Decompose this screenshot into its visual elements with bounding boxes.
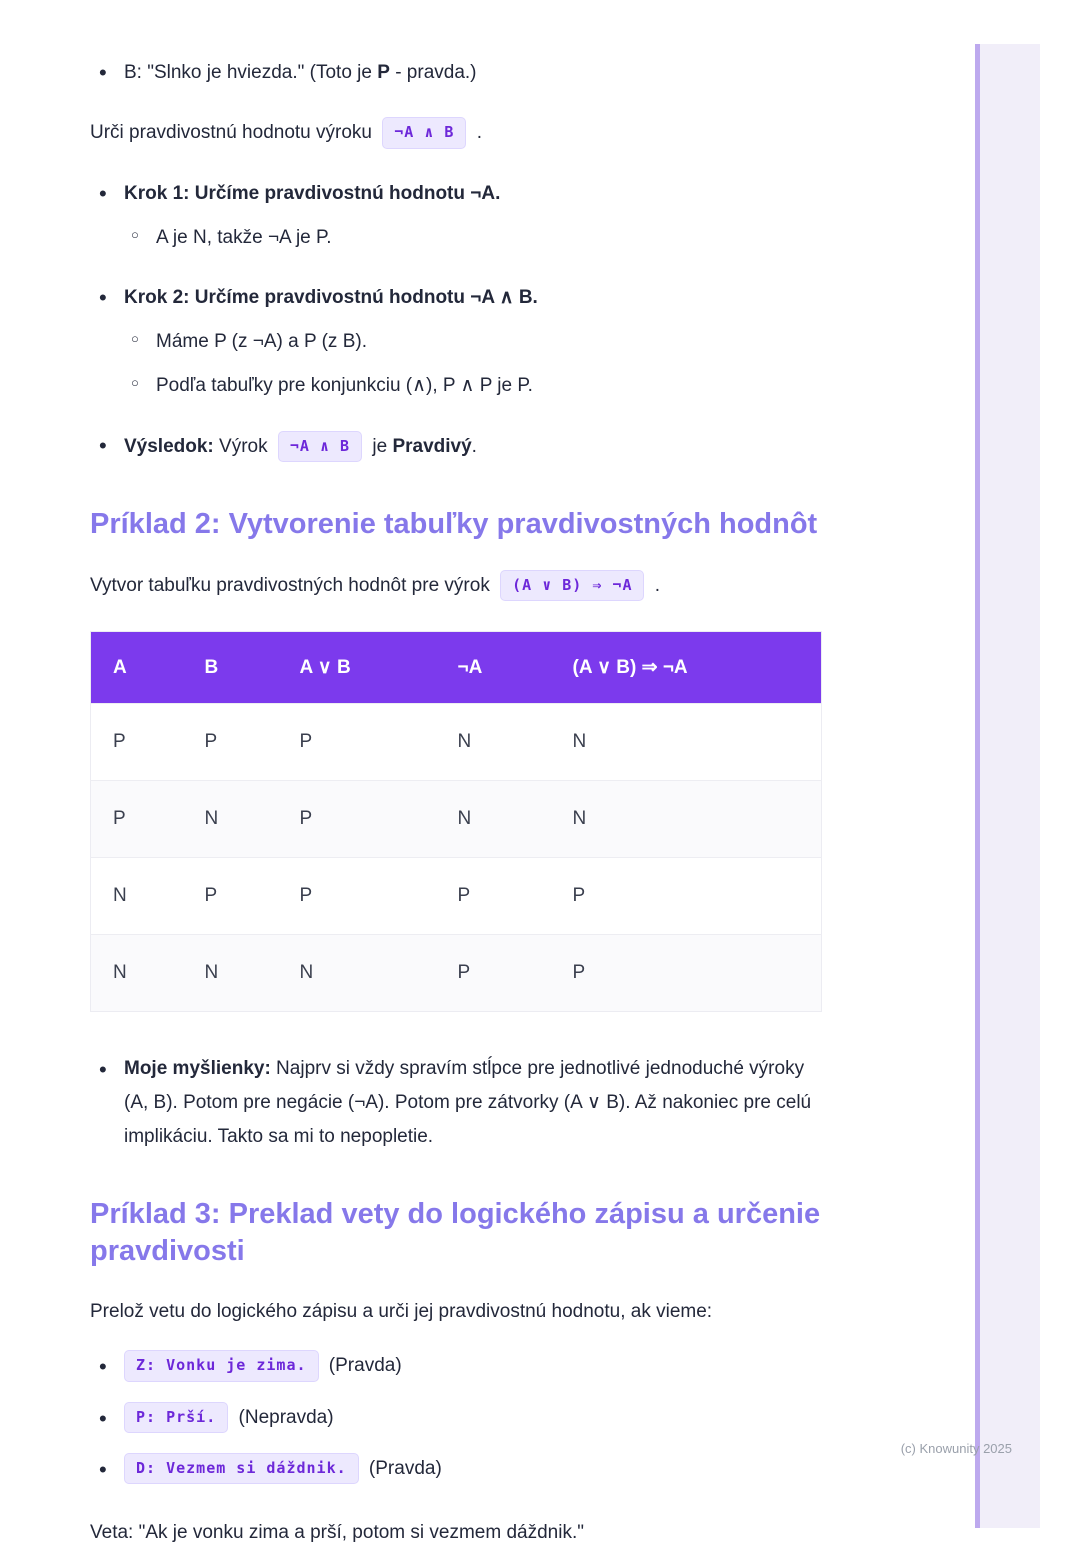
thoughts-label: Moje myšlienky: xyxy=(124,1058,271,1080)
table-cell: N xyxy=(278,935,436,1012)
table-cell: N xyxy=(91,935,183,1012)
truth-table-header-a: A xyxy=(91,632,183,704)
example2-heading: Príklad 2: Vytvorenie tabuľky pravdivostných hodnôt xyxy=(90,508,818,541)
table-cell: P xyxy=(278,858,436,935)
krok2-title: Krok 2: Určíme pravdivostnú hodnotu ¬A ∧ B. xyxy=(124,286,538,308)
inline-code-not-a-and-b: ¬A ∧ B xyxy=(382,117,466,148)
table-cell: P xyxy=(183,704,278,781)
premise-d-value: (Pravda) xyxy=(363,1457,442,1479)
inline-code-not-a-and-b-result: ¬A ∧ B xyxy=(278,431,362,462)
task2-paragraph xyxy=(90,570,832,601)
truth-table-header-a-or-b: A ∨ B xyxy=(278,632,436,704)
premise-z-value: (Pravda) xyxy=(323,1355,402,1377)
table-cell: P xyxy=(278,704,436,781)
table-cell: N xyxy=(436,781,551,858)
krok2-sub1-text: Máme P (z ¬A) a P (z B). xyxy=(156,331,367,352)
table-row xyxy=(91,858,822,935)
result-pre: Výrok xyxy=(213,435,273,457)
example3-heading: Príklad 3: Preklad vety do logického zápisu a určenie pravdivosti xyxy=(90,1197,821,1268)
table-cell: P xyxy=(91,704,183,781)
table-cell: P xyxy=(278,781,436,858)
table-cell: P xyxy=(436,858,551,935)
page-edge-divider xyxy=(975,44,980,1528)
inline-code-a-or-b-implies-not-a: (A ∨ B) ⇒ ¬A xyxy=(500,570,644,601)
table-cell: P xyxy=(91,781,183,858)
task2-pre: Vytvor tabuľku pravdivostných hodnôt pre výrok xyxy=(90,574,496,596)
table-cell: N xyxy=(436,704,551,781)
result-item xyxy=(90,431,832,462)
table-cell: N xyxy=(551,781,822,858)
document-content xyxy=(90,50,832,1548)
truth-table-header-implication: (A ∨ B) ⇒ ¬A xyxy=(551,632,822,704)
krok1-title: Krok 1: Určíme pravdivostnú hodnotu ¬A. xyxy=(124,182,501,204)
table-cell: N xyxy=(183,781,278,858)
table-row xyxy=(91,935,822,1012)
table-cell: P xyxy=(551,858,822,935)
krok2-sub2-text: Podľa tabuľky pre konjunkciu (∧), P ∧ P je P. xyxy=(156,375,533,397)
task1-post: . xyxy=(471,122,483,144)
truth-table-header-not-a: ¬A xyxy=(436,632,551,704)
result-post: . xyxy=(471,435,477,457)
task1-pre: Urči pravdivostnú hodnotu výroku xyxy=(90,122,378,144)
premise-d-item xyxy=(90,1453,832,1484)
task2-post: . xyxy=(649,574,661,596)
krok1-item xyxy=(90,179,832,208)
task1-paragraph xyxy=(90,117,832,148)
krok1-sub1-text: A je N, takže ¬A je P. xyxy=(156,227,332,249)
krok2-sub2 xyxy=(124,371,832,400)
table-row xyxy=(91,781,822,858)
premise-p-value: (Nepravda) xyxy=(233,1406,334,1428)
krok1-sub1 xyxy=(124,223,832,252)
premise-p-item xyxy=(90,1402,832,1433)
table-cell: N xyxy=(91,858,183,935)
statement-b-post: - pravda.) xyxy=(389,62,477,83)
inline-code-premise-d: D: Vezmem si dáždnik. xyxy=(124,1453,359,1484)
inline-code-premise-z: Z: Vonku je zima. xyxy=(124,1350,319,1381)
result-mid: je xyxy=(367,435,393,457)
truth-table xyxy=(90,631,822,1012)
inline-code-premise-p: P: Prší. xyxy=(124,1402,228,1433)
krok2-item xyxy=(90,283,832,312)
page-edge-panel xyxy=(980,44,1040,1528)
task3-paragraph: Prelož vetu do logického zápisu a urči jej pravdivostnú hodnotu, ak vieme: xyxy=(90,1300,713,1322)
truth-table-header-row xyxy=(91,632,822,704)
table-cell: N xyxy=(183,935,278,1012)
thoughts-text: Najprv si vždy spravím stĺpce pre jednotlivé jednoduché výroky (A, B). Potom pre negácie (¬A). Potom pre zátvorky (A ∨ B). Až nakoniec pre celú implikáciu. Takto sa mi to nepopletie. xyxy=(124,1058,812,1147)
thoughts-item xyxy=(90,1052,832,1153)
table-cell: P xyxy=(183,858,278,935)
table-cell: P xyxy=(551,935,822,1012)
sentence-paragraph: Veta: "Ak je vonku zima a prší, potom si vezmem dáždnik." xyxy=(90,1522,584,1544)
krok2-sub1 xyxy=(124,327,832,356)
copyright-footer: (c) Knowunity 2025 xyxy=(900,1441,1012,1456)
result-bold: Pravdivý xyxy=(392,435,472,457)
table-cell: N xyxy=(551,704,822,781)
statement-b-pre: B: "Slnko je hviezda." (Toto je xyxy=(124,62,378,83)
table-cell: P xyxy=(436,935,551,1012)
statement-b-item xyxy=(90,58,832,87)
result-label: Výsledok: xyxy=(124,435,214,457)
statement-b-bold: P xyxy=(377,62,390,83)
premise-z-item xyxy=(90,1350,832,1381)
truth-table-header-b: B xyxy=(183,632,278,704)
table-row xyxy=(91,704,822,781)
